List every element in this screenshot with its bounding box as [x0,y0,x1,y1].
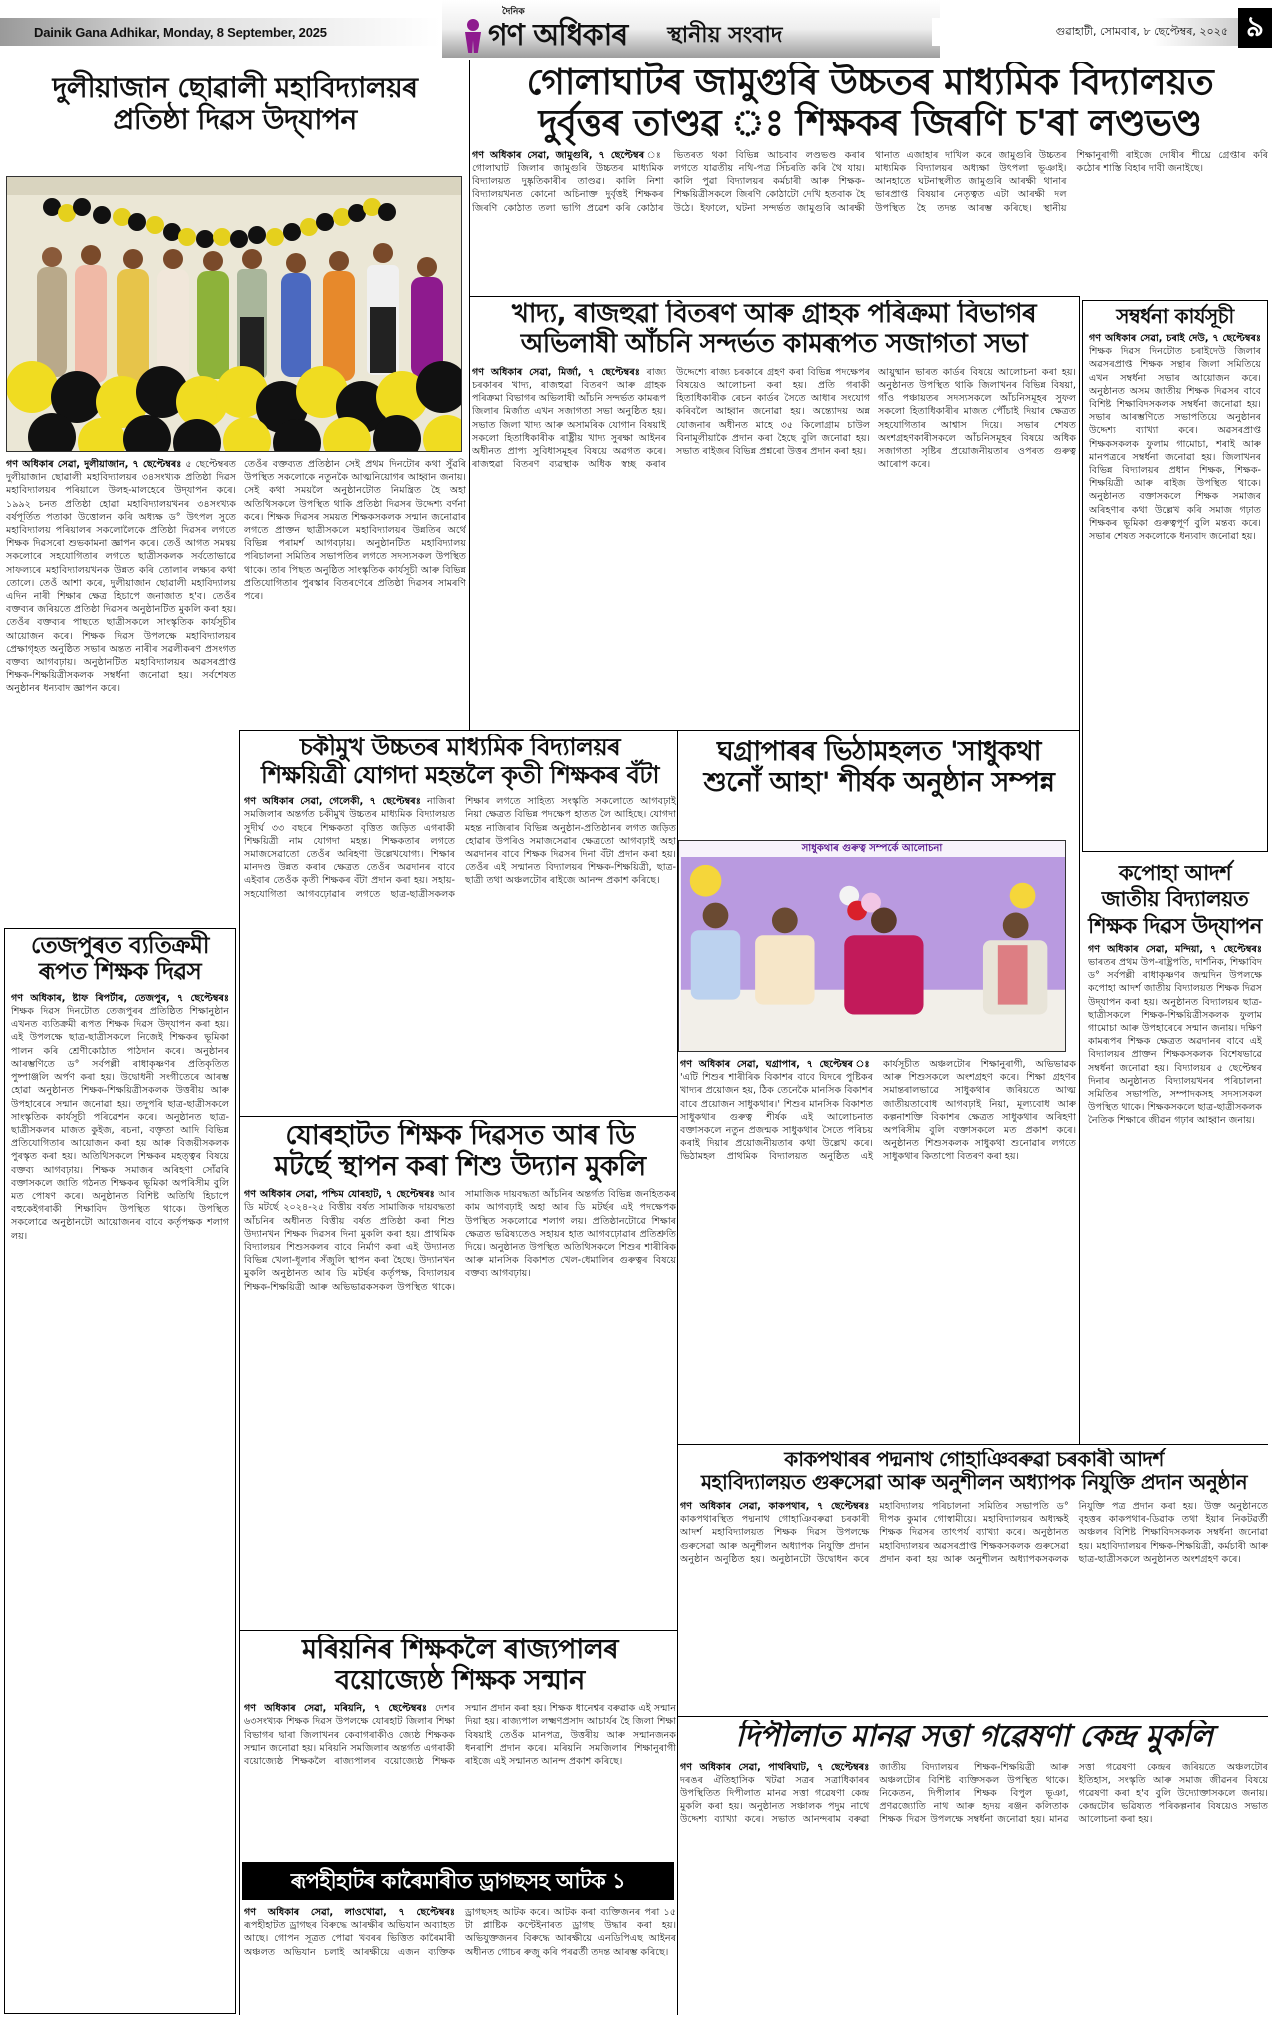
khadya-text-2: আয়ুষ্মান ভাৰত কাৰ্ডৰ বিষয়ে আলোচনা কৰা হয়। অনুষ্ঠানত উপস্থিত থাকি জিলাখনৰ বিভিন্ন বিষয়া, গাঁও পঞ্চায়তৰ সদস্যসকলে আঁচনিসমূহৰ সুফল সকলো হিতাধিকাৰীৰ মাজত পৌঁচাই দিয়াৰ ক্ষেত্ৰত সহযোগিতাৰ আশ্বাস দিয়ে। সভাৰ শেষত অংশগ্ৰহণকাৰীসকলে আঁচনিসমূহৰ বিষয়ে অধিক সজাগতা সৃষ্টিৰ প্ৰয়োজনীয়তাৰ ওপৰত গুৰুত্ব আৰোপ কৰে। [878,366,1076,471]
moriani-headline-line2: বয়োজ্যেষ্ঠ শিক্ষক সন্মান [335,1665,585,1697]
jorhat-headline [242,1120,678,1182]
ghograpar-body [680,1058,1076,1442]
rupohihat-headline: ৰূপহীহাটৰ কাৰৈমাৰীত ড্ৰাগছসহ আটক ১ [242,1862,674,1900]
dateline-text-assamese: গুৱাহাটী, সোমবাৰ, ৮ ছেপ্টেম্বৰ, ২০২৫ [1055,24,1228,38]
sambardhana-headline: সম্বৰ্ধনা কাৰ্যসূচী [1116,304,1234,328]
masthead-assamese-dateline [932,18,1272,46]
column-divider [1079,296,1080,1444]
kapoha-byline: গণ অধিকাৰ সেৱা, মন্দিয়া, ৭ ছেপ্টেম্বৰঃ [1088,943,1262,955]
duliajan-byline: গণ অধিকাৰ সেৱা, দুলীয়াজান, ৭ ছেপ্টেম্বৰঃ [6,459,182,470]
jorhat-text: আৰ ডি মটৰ্ছে ২০২৪-২৫ বিত্তীয় বৰ্ষত সামাজিক দায়বদ্ধতা আঁচনিৰ অধীনত বিত্তীয় বৰ্ষত প্ৰতিষ্ঠা কৰা শিশু উদ্যানখন শিক্ষক দিৱসৰ দিনা মুকলি কৰা হয়। প্ৰাথমিক বিদ্যালয়ৰ শিশুসকলৰ বাবে নিৰ্মাণ কৰা এই উদ্যানত বিভিন্ন খেলা-ধূলাৰ সঁজুলি স্থাপন কৰা হৈছে। উদ্যানখন মুকলি অনুষ্ঠানত আৰ ডি মটৰ্ছৰ কৰ্তৃপক্ষ, বিদ্যালয়ৰ শিক্ষক-শিক্ষয়িত্ৰী আৰু অভিভাৱকসকল উপস্থিত থাকে। সামাজিক দায়বদ্ধতা আঁচনিৰ অন্তৰ্গত বিভিন্ন জনহিতকৰ কাম আগবঢ়াই অহা আৰ ডি মটৰ্ছৰ এই পদক্ষেপক উপস্থিত সকলোৱে শলাগ লয়। প্ৰতিষ্ঠানটোৱে শিক্ষাৰ ক্ষেত্ৰত ভৱিষ্যতেও সহায়ৰ হাত আগবঢ়োৱাৰ প্ৰতিশ্ৰুতি দিয়ে। অনুষ্ঠানত উপস্থিত অতিথিসকলে শিশুৰ শাৰীৰিক আৰু মানসিক বিকাশত খেল-ধেমালিৰ গুৰুত্বৰ বিষয়ে বক্তব্য আগবঢ়ায়। [244,1189,676,1293]
page-number: ৯ [1238,8,1272,48]
moriani-text: দেশৰ ৬৩সংখ্যক শিক্ষক দিৱস উপলক্ষে যোৰহাট জিলাৰ শিক্ষা বিভাগৰ দ্বাৰা জিলাখনৰ কেবাগৰাকীও জ্যেষ্ঠ শিক্ষকক সন্মান জনোৱা হয়। মৰিয়নি সমজিলাৰ অন্তৰ্গত এগৰাকী বয়োজ্যেষ্ঠ শিক্ষকলৈ ৰাজ্যপালৰ বয়োজ্যেষ্ঠ শিক্ষক সন্মান প্ৰদান কৰা হয়। শিক্ষক ধানেশ্বৰ বৰুৱাক এই সন্মান দিয়া হয়। ৰাজ্যপাল লক্ষ্মণপ্ৰসাদ আচাৰ্যৰ হৈ জিলা শিক্ষা বিষয়াই তেওঁক মানপত্ৰ, উত্তৰীয় আৰু সন্মানজনক ধনৰাশি প্ৰদান কৰে। মৰিয়নি সমজিলাৰ শিক্ষানুৰাগী ৰাইজে এই সন্মানত আনন্দ প্ৰকাশ কৰিছে। [244,1703,676,1767]
column-divider [677,730,678,2015]
chakimukh-headline [242,734,678,789]
ghograpar-photo [678,840,1066,1052]
divider [678,1716,1268,1717]
dipila-text: দৰঙৰ ঐতিহাসিক খটৱা সত্ৰৰ সত্ৰাধিকাৰৰ উপস্থিতিত দিপীলাত মানৱ সত্তা গৱেষণা কেন্দ্ৰ মুকলি কৰা হয়। অনুষ্ঠানত সঞ্চালক পদুম নাথে উদ্দেশ্য ব্যাখ্যা কৰে। সভাত আনন্দৰাম বৰুৱা জাতীয় বিদ্যালয়ৰ শিক্ষক-শিক্ষয়িত্ৰী আৰু অঞ্চলটোৰ বিশিষ্ট ব্যক্তিসকল উপস্থিত থাকে। নিকেতন, দিপীলাৰ শিক্ষক বিপুল ভূঞা, প্ৰণৱজ্যোতি নাথ আৰু হৃদয় ৰঞ্জন কলিতাক শিক্ষক দিৱস উপলক্ষে সম্বৰ্ধনা জনোৱা হয়। মানৱ সত্তা গৱেষণা কেন্দ্ৰৰ জৰিয়তে অঞ্চলটোৰ ইতিহাস, সংস্কৃতি আৰু সমাজ জীৱনৰ বিষয়ে গৱেষণা কৰা হ'ব বুলি উদ্যোক্তাসকলে জনায়। কেন্দ্ৰটোৰ ভৱিষ্যত পৰিকল্পনাৰ বিষয়েও সভাত আলোচনা কৰা হয়। [680,1761,1268,1826]
chakimukh-article [242,734,678,1112]
duliajan-text: ৫ ছেপ্টেম্বৰত দুলীয়াজান ছোৱালী মহাবিদ্যালয়ৰ ৩৪সংখ্যক প্ৰতিষ্ঠা দিৱস মহাবিদ্যালয়ৰ পৰিয়ালে উলহ-মালহেৰে উদ্‌যাপন কৰে। ১৯৯২ চনত প্ৰতিষ্ঠা হোৱা মহাবিদ্যালয়খনৰ ৩৪সংখ্যক বৰ্ষপূৰ্তিত পতাকা উত্তোলন কৰি অধ্যক্ষ ড° উৎপল সুতে মহাবিদ্যালয় পৰিয়ালৰ সকলোলৈকে প্ৰতিষ্ঠা দিৱসৰ লগতে শিক্ষক দিৱসৰো শুভকামনা জ্ঞাপন কৰে। তেওঁ আগত সমন্বয় সকলোৰে সহযোগিতাৰ লগতে ছাত্ৰীসকলক সৰ্বতোভাৱে সাফল্যৰে মহাবিদ্যালয়খনক উন্নত কৰি তোলাৰ লক্ষ্যৰ কথা তোলে। তেওঁ আশা কৰে, দুলীয়াজান ছোৱালী মহাবিদ্যালয় এদিন নাৰী শিক্ষাৰ ক্ষেত্ৰ হিচাপে জনাজাত হ'ব। তেওঁৰ বক্তব্যৰ জৰিয়তে প্ৰতিষ্ঠা দিৱসৰ অনুষ্ঠানটিত মুকলি কৰা হয়। তেওঁৰ বক্তব্যৰ পাছতে ছাত্ৰীসকলে সাংস্কৃতিক কাৰ্যসূচীৰ আয়োজন কৰে। শিক্ষক দিৱস উপলক্ষে মহাবিদ্যালয়ৰ প্ৰেক্ষাগৃহত অনুষ্ঠিত সভাৰ অন্তত নাৰীৰ সৱলীকৰণ প্ৰসংগত বক্তব্য আগবঢ়ায়। অনুষ্ঠানটিত মহাবিদ্যালয়ৰ অৱসৰপ্ৰাপ্ত শিক্ষক-শিক্ষয়িত্ৰীসকলক সম্বৰ্ধনা জনোৱা হয়। সৰ্বশেষত অনুষ্ঠানৰ ধন্যবাদ জ্ঞাপন কৰে। [6,459,236,695]
masthead-english-dateline [0,18,440,46]
duliajan-headline-line1: দুলীয়াজান ছোৱালী মহাবিদ্যালয়ৰ [52,71,418,104]
golaghat-body [472,149,1268,294]
logo-name [462,18,627,54]
khadya-body [472,366,870,726]
khadya-headline-line2: অভিলাষী আঁচনি সন্দৰ্ভত কামৰূপত সজাগতা সভা [520,328,1028,359]
duliajan-text-2: তেওঁৰ বক্তব্যত প্ৰতিষ্ঠান সেই প্ৰথম দিনটোৰ কথা সুঁৱৰি উপস্থিত সকলোকে নতুনকৈ আত্মনিয়োগৰ আহ্বান জনায়। সেই কথা সময়লৈ অনুষ্ঠানটোত নিমন্ত্ৰিত হৈ অহা অতিথিসকলে উপস্থিত থাকি প্ৰতিষ্ঠা দিৱসৰ উদ্দেশ্য বৰ্ণনা কৰে। শিক্ষক দিৱসৰ সময়ত শিক্ষকসকলক সন্মান জনোৱাৰ লগতে প্ৰাক্তন ছাত্ৰীসকলে মহাবিদ্যালয়ৰ উন্নতিৰ অৰ্থে বিভিন্ন পৰামৰ্শ আগবঢ়ায়। অনুষ্ঠানটিত মহাবিদ্যালয় পৰিচালনা সমিতিৰ সভাপতিৰ লগতে সদস্যসকল উপস্থিত থাকে। তাৰ পিছত অনুষ্ঠিত সাংস্কৃতিক কাৰ্যসূচী আৰু বিভিন্ন প্ৰতিযোগিতাৰ পুৰস্কাৰ বিতৰণেৰে প্ৰতিষ্ঠা দিৱসৰ সামৰণি পৰে। [244,459,466,603]
kapoha-headline: কপোহা আদৰ্শ জাতীয় বিদ্যালয়ত শিক্ষক দিৱস উদ্‌যাপন [1088,861,1262,938]
chakimukh-headline-line1: চকীমুখ উচ্চতৰ মাধ্যমিক বিদ্যালয়ৰ [299,734,621,761]
sambardhana-byline: গণ অধিকাৰ সেৱা, চৰাই দেউ, ৭ ছেপ্টেম্বৰঃ [1089,333,1261,344]
jorhat-headline-line1: যোৰহাটত শিক্ষক দিৱসত আৰ ডি [285,1120,635,1151]
duliajan-photo-image [7,177,462,452]
moriani-headline-line1: মৰিয়নিৰ শিক্ষকলৈ ৰাজ্যপালৰ [301,1634,619,1665]
khadya-text: ৰাজ্য চৰকাৰৰ খাদ্য, ৰাজহুৱা বিতৰণ আৰু গ্ৰাহক পৰিক্ৰমা বিভাগৰ অভিলাষী আঁচনি সন্দৰ্ভত কামৰূপ জিলাৰ মিৰ্জাত এখন সজাগতা সভা অনুষ্ঠিত হয়। সভাত জিলা খাদ্য আৰু অসামৰিক যোগান বিষয়াই সকলো হিতাধিকাৰীক ৰাষ্ট্ৰীয় খাদ্য সুৰক্ষা আইনৰ অধীনত প্ৰাপ্য সুবিধাসমূহৰ বিষয়ে অৱগত কৰে। ৰাজহুৱা বিতৰণ ব্যৱস্থাক অধিক স্বচ্ছ কৰাৰ উদ্দেশ্যে ৰাজ্য চৰকাৰে গ্ৰহণ কৰা বিভিন্ন পদক্ষেপৰ বিষয়েও আলোচনা কৰা হয়। প্ৰতি গৰাকী হিতাধিকাৰীক ৰেচন কাৰ্ডৰ সৈতে আধাৰ সংযোগ কৰিবলৈ আহ্বান জনোৱা হয়। অন্ত্যোদয় অন্ন যোজনাৰ অধীনত মাহে ৩৫ কিলোগ্ৰাম চাউল বিনামূলীয়াকৈ প্ৰদান কৰা হৈছে বুলি জনোৱা হয়। সভাত ৰাইজৰ বিভিন্ন প্ৰশ্নৰো উত্তৰ প্ৰদান কৰা হয়। [472,366,870,471]
balloon-row-bottom [7,361,462,452]
khadya-body-continued [878,366,1076,726]
kakopathar-text: কাকপথাৰস্থিত পদ্মনাথ গোহাঞিবৰুৱা চৰকাৰী আদৰ্শ মহাবিদ্যালয়ত শিক্ষক দিৱস উপলক্ষে গুৰুসেৱা আৰু অনুশীলন অধ্যাপক নিযুক্তি প্ৰদান অনুষ্ঠান অনুষ্ঠিত হয়। অনুষ্ঠানটো উদ্বোধন কৰে মহাবিদ্যালয় পৰিচালনা সমিতিৰ সভাপতি ড° দীপক কুমাৰ গোস্বামীয়ে। মহাবিদ্যালয়ৰ অধ্যক্ষই শিক্ষক দিৱসৰ তাৎপৰ্য ব্যাখ্যা কৰে। অনুষ্ঠানত মহাবিদ্যালয়ৰ অৱসৰপ্ৰাপ্ত শিক্ষকসকলক গুৰুসেৱা প্ৰদান কৰা হয় আৰু অনুশীলন অধ্যাপকসকলক নিযুক্তি পত্ৰ প্ৰদান কৰা হয়। উক্ত অনুষ্ঠানতে বৃহত্তৰ কাকপথাৰ-ডিৱাক তথা ইয়াৰ নিকটৱৰ্তী অঞ্চলৰ বিশিষ্ট শিক্ষাবিদসকলক সম্বৰ্ধনা জনোৱা হয়। মহাবিদ্যালয়ৰ শিক্ষক-শিক্ষয়িত্ৰী, কৰ্মচাৰী আৰু ছাত্ৰ-ছাত্ৰীসকলে অনুষ্ঠানত অংশগ্ৰহণ কৰে। [680,1501,1268,1565]
ghograpar-text: 'এটি শিশুৰ শাৰীৰিক বিকাশৰ বাবে যিদৰে পুষ্টিকৰ খাদ্যৰ প্ৰয়োজন হয়, ঠিক তেনেকৈ মানসিক বিকাশৰ বাবে প্ৰয়োজন সাধুকথাৰ।' শিশুৰ মানসিক বিকাশত সাধুকথাৰ গুৰুত্ব শীৰ্ষক এই আলোচনাত বক্তাসকলে নতুন প্ৰজন্মক সাধুকথাৰ সৈতে পৰিচয় কৰাই দিয়াৰ প্ৰয়োজনীয়তাৰ কথা উল্লেখ কৰে। ভিঠামহল প্ৰাথমিক বিদ্যালয়ত অনুষ্ঠিত এই কাৰ্যসূচীত অঞ্চলটোৰ শিক্ষানুৰাগী, অভিভাৱক আৰু শিশুসকলে অংশগ্ৰহণ কৰে। শিক্ষা গ্ৰহণৰ সমান্তৰালভাৱে সাধুকথাৰ জৰিয়তে আত্ম জাতীয়তাবোধ আগবঢ়াই নিয়া, মূল্যবোধ আৰু কল্পনাশক্তি বিকাশৰ ক্ষেত্ৰত সাধুকথাৰ অৰিহণা অপৰিসীম বুলি বক্তাসকলে মত প্ৰকাশ কৰে। অনুষ্ঠানত শিশুসকলক সাধুকথা শুনোৱাৰ লগতে সাধুকথাৰ কিতাপো বিতৰণ কৰা হয়। [680,1059,1076,1163]
moriani-body [242,1702,678,1858]
kakopathar-byline: গণ অধিকাৰ সেৱা, কাকপথাৰ, ৭ ছেপ্টেম্বৰঃ [680,1501,870,1512]
golaghat-text: গোলাঘাট জিলাৰ জামুগুৰি উচ্চতৰ মাধ্যমিক বিদ্যালয়ত দুষ্কৃতিকাৰীৰ তাণ্ডৱ। কালি নিশা বিদ্যালয়খনত কোনো অচিনাক্ত দুৰ্বৃত্তই শিক্ষকৰ জিৰণি কোঠাত তলা ভাগি প্ৰৱেশ কৰি কোঠাৰ ভিতৰত থকা বিভিন্ন আচবাব লণ্ডভণ্ড কৰাৰ লগতে যাৱতীয় নথি-পত্ৰ সিঁচৰতি কৰি থৈ যায়। কালি পুৱা বিদ্যালয়ৰ কৰ্মচাৰী আৰু শিক্ষক-শিক্ষয়িত্ৰীসকলে জিৰণি কোঠাটো দেখি হতবাক হৈ উঠে। ইফালে, ঘটনা সন্দৰ্ভত জামুগুৰি আৰক্ষী থানাত এজাহাৰ দাখিল কৰে জামুগুৰি উচ্চতৰ মাধ্যমিক বিদ্যালয়ৰ অধ্যক্ষা উৎপলা ভূঞাই। আনহাতে ঘটনাস্থলীত জামুগুৰি আৰক্ষী থানাৰ ভাৰপ্ৰাপ্ত বিষয়াৰ নেতৃত্বত এটা আৰক্ষী দল উপস্থিত হৈ তদন্ত আৰম্ভ কৰিছে। স্থানীয় শিক্ষানুৰাগী ৰাইজে দোষীৰ শীঘ্ৰে গ্ৰেপ্তাৰ কৰি কঠোৰ শাস্তি বিহাৰ দাবী জনাইছে। [472,149,1268,214]
golaghat-byline: গণ অধিকাৰ সেৱা, জামুগুৰি, ৭ ছেপ্টেম্বৰ [472,149,645,161]
ghograpar-headline-line2: শুনোঁ আহা' শীৰ্ষক অনুষ্ঠান সম্পন্ন [703,767,1055,799]
moriani-article [242,1634,678,1858]
column-divider [239,730,240,2015]
chakimukh-body [242,795,678,1112]
dipila-body [680,1761,1268,2015]
tezpur-article-box [4,928,236,2014]
divider [240,730,1080,731]
logo-prefix: দৈনিক [502,7,525,17]
kapoha-text: ভাৰতৰ প্ৰথম উপ-ৰাষ্ট্ৰপতি, দাৰ্শনিক, শিক্ষাবিদ ড° সৰ্বপল্লী ৰাধাকৃষ্ণণৰ জন্মদিন উপলক্ষে কপোহা আদৰ্শ জাতীয় বিদ্যালয়ত শিক্ষক দিৱস উদ্‌যাপন কৰা হয়। অনুষ্ঠানত বিদ্যালয়ৰ ছাত্ৰ-ছাত্ৰীসকলে শিক্ষক-শিক্ষয়িত্ৰীসকলক ফুলাম গামোচা আৰু উপহাৰেৰে সন্মান জনায়। দক্ষিণ কামৰূপৰ শিক্ষক ক্ষেত্ৰত অৱদানৰ বাবে এই বিদ্যালয়ৰ প্ৰাক্তন শিক্ষকসকলক বিশেষভাৱে সম্বৰ্ধনা জনোৱা হয়। বিদ্যালয়ৰ ৫ ছেপ্টেম্বৰ দিনাৰ অনুষ্ঠানত বিদ্যালয়খনৰ পৰিচালনা সমিতিৰ সভাপতি, সম্পাদকসহ সদস্যসকল উপস্থিত থাকে। শিক্ষকসকলে ছাত্ৰ-ছাত্ৰীসকলক নৈতিক শিক্ষাৰে জীৱন গঢ়াৰ আহ্বান জনায়। [1088,956,1262,1127]
chakimukh-text: নাজিৰা সমজিলাৰ অন্তৰ্গত চকীমুখ উচ্চতৰ মাধ্যমিক বিদ্যালয়ত সুদীৰ্ঘ ৩৩ বছৰে শিক্ষকতা বৃত্তিত জড়িত এগৰাকী শিক্ষয়িত্ৰী নাম যোগদা মহন্ত। শিক্ষকতাৰ লগতে সমাজসেৱাতো তেওঁৰ অৰিহণা উল্লেখযোগ্য। শিক্ষাৰ মানদণ্ড উন্নত কৰাৰ ক্ষেত্ৰত তেওঁৰ অৱদানৰ বাবে এইবাৰ তেওঁক কৃতী শিক্ষকৰ বঁটা প্ৰদান কৰা হয়। সহায়-সহযোগিতা আগবঢ়োৱাৰ লগতে ছাত্ৰ-ছাত্ৰীসকলক শিক্ষাৰ লগতে সাহিত্য সংস্কৃতি সকলোতে আগবঢ়াই নিয়া ক্ষেত্ৰত বিভিন্ন পদক্ষেপ হাতত লৈ আহিছে। যোগদা মহন্ত নাজিৰাৰ বিভিন্ন অনুষ্ঠান-প্ৰতিষ্ঠানৰ লগত জড়িত হোৱাৰ উপৰিও সমাজসেৱাৰ ক্ষেত্ৰতো আগবঢ়াই অহা অৱদানৰ বাবে শিক্ষক দিৱসৰ দিনা বঁটা প্ৰদান কৰা হয়। তেওঁৰ এই সন্মানত বিদ্যালয়ৰ শিক্ষক-শিক্ষয়িত্ৰী, ছাত্ৰ-ছাত্ৰী তথা অঞ্চলটোৰ ৰাইজে আনন্দ প্ৰকাশ কৰিছে। [244,796,676,900]
jorhat-article [242,1120,678,1626]
tezpur-headline: তেজপুৰত ব্যতিক্ৰমী ৰূপত শিক্ষক দিৱস [31,933,209,986]
divider [678,1444,1268,1445]
column-divider [469,60,470,730]
rupohihat-byline: গণ অধিকাৰ সেৱা, লাওখোৱা, ৭ ছেপ্টেম্বৰঃ [244,1907,455,1918]
divider [470,296,1080,297]
divider [240,1116,677,1117]
dipila-byline: গণ অধিকাৰ সেৱা, পাথৰিঘাট, ৭ ছেপ্টেম্বৰঃ [680,1761,870,1773]
kakopathar-headline-line2: মহাবিদ্যালয়ত গুৰুসেৱা আৰু অনুশীলন অধ্যাপক নিযুক্তি প্ৰদান অনুষ্ঠান [700,1470,1248,1494]
tezpur-text: শিক্ষক দিৱস দিনটোত তেজপুৰৰ প্ৰতিষ্ঠিত শিক্ষানুষ্ঠান এখনত ব্যতিক্ৰমী ৰূপত শিক্ষক দিৱস উদ্‌যাপন কৰা হয়। এই উপলক্ষে ছাত্ৰ-ছাত্ৰীসকলে নিজেই শিক্ষকৰ ভূমিকা পালন কৰি শ্ৰেণীকোঠাত পাঠদান কৰে। অনুষ্ঠানৰ আৰম্ভণিতে ড° সৰ্বপল্লী ৰাধাকৃষ্ণণৰ প্ৰতিকৃতিত পুষ্পাঞ্জলি অৰ্পণ কৰা হয়। উদ্বোধনী সংগীতেৰে আৰম্ভ হোৱা অনুষ্ঠানত শিক্ষক-শিক্ষয়িত্ৰীসকলক উত্তৰীয় আৰু উপহাৰেৰে সন্মান জনোৱা হয়। তদুপৰি ছাত্ৰ-ছাত্ৰীসকলে সাংস্কৃতিক কাৰ্যসূচী পৰিৱেশন কৰে। অনুষ্ঠানত ছাত্ৰ-ছাত্ৰীসকলৰ মাজত কুইজ, ৰচনা, বক্তৃতা আদি বিভিন্ন প্ৰতিযোগিতাৰ আয়োজন কৰা হয় আৰু বিজয়ীসকলক পুৰস্কৃত কৰা হয়। অতিথিসকলে শিক্ষকৰ মহত্ত্বৰ বিষয়ে বক্তব্য আগবঢ়ায়। শিক্ষক সমাজৰ অৰিহণা সোঁৱৰি বক্তাসকলে জাতি গঠনত শিক্ষকৰ ভূমিকা অপৰিসীম বুলি মত পোষণ কৰে। অনুষ্ঠানত বিশিষ্ট অতিথি হিচাপে বহুকেইগৰাকী শিক্ষাবিদ উপস্থিত থাকে। উপস্থিত সকলোৱে অনুষ্ঠানটো আয়োজনৰ বাবে কৰ্তৃপক্ষক শলাগ লয়। [11,1006,229,1242]
ghograpar-byline: গণ অধিকাৰ সেৱা, ঘগ্ৰাপাৰ, ৭ ছেপ্টেম্বৰ ঃ [680,1059,873,1070]
kapoha-article [1082,858,1268,1438]
khadya-byline: গণ অধিকাৰ সেৱা, মিৰ্জা, ৭ ছেপ্টেম্বৰঃ [472,366,640,378]
photo-banner-text: সাধুকথাৰ গুৰুত্ব সম্পৰ্কে আলোচনা [679,841,1065,857]
ghograpar-photo-image [679,857,1066,1051]
divider [240,1630,677,1631]
ghograpar-headline-line1: ঘগ্ৰাপাৰৰ ভিঠামহলত 'সাধুকথা [716,736,1042,767]
people-figure-icon [462,19,484,53]
chakimukh-headline-line2: শিক্ষয়িত্ৰী যোগদা মহন্তলৈ কৃতী শিক্ষকৰ বঁটা [261,760,659,789]
tezpur-byline: গণ অধিকাৰ, ষ্টাফ ৰিপৰ্টাৰ, তেজপুৰ, ৭ ছেপ্টেম্বৰঃ [11,992,229,1004]
dipila-headline: দিপীলাত মানৱ সত্তা গৱেষণা কেন্দ্ৰ মুকলি [735,1720,1213,1754]
khadya-article [472,300,1076,726]
duliajan-photo [6,176,462,452]
kakopathar-body [680,1500,1268,1714]
kakopathar-headline [680,1448,1268,1494]
duliajan-body [6,458,236,922]
ghograpar-headline [680,736,1078,798]
jorhat-body [242,1188,678,1626]
chakimukh-byline: গণ অধিকাৰ সেৱা, গেলেকী, ৭ ছেপ্টেম্বৰঃ [244,796,421,808]
dateline-text: Dainik Gana Adhikar, Monday, 8 September, 2025 [34,24,327,40]
sambardhana-article-box [1082,300,1268,852]
sambardhana-text: শিক্ষক দিৱস দিনটোত চৰাইদেউ জিলাৰ অৱসৰপ্ৰাপ্ত শিক্ষক সন্থাৰ জিলা সমিতিয়ে এখন সম্বৰ্ধনা সভাৰ আয়োজন কৰে। অনুষ্ঠানত অসম জাতীয় শিক্ষক দিৱসৰ বাবে বিশিষ্ট শিক্ষাবিদসকলক সম্বৰ্ধনা জনোৱা হয়। সভাৰ আৰম্ভণিতে সভাপতিয়ে অনুষ্ঠানৰ উদ্দেশ্য ব্যাখ্যা কৰে। অৱসৰপ্ৰাপ্ত শিক্ষকসকলক ফুলাম গামোচা, শৰাই আৰু মানপত্ৰৰে সম্বৰ্ধনা জনোৱা হয়। জিলাখনৰ বিভিন্ন বিদ্যালয়ৰ প্ৰধান শিক্ষক, শিক্ষক-শিক্ষয়িত্ৰী আৰু ৰাইজ উপস্থিত থাকে। অনুষ্ঠানত বক্তাসকলে শিক্ষক সমাজৰ অৰিহণাৰ কথা উল্লেখ কৰি সমাজ গঢ়াত শিক্ষকৰ ভূমিকা গুৰুত্বপূৰ্ণ বুলি মন্তব্য কৰে। সভাৰ শেষত সকলোকে ধন্যবাদ জনোৱা হয়। [1089,346,1261,543]
jorhat-byline: গণ অধিকাৰ সেৱা, পশ্চিম যোৰহাট, ৭ ছেপ্টেম্বৰঃ [244,1189,435,1201]
kakopathar-headline-line1: কাকপথাৰৰ পদ্মনাথ গোহাঞিবৰুৱা চৰকাৰী আদৰ্শ [784,1448,1164,1471]
dipila-article [680,1720,1268,2014]
logo-block [462,7,627,54]
logo-text: গণ অধিকাৰ [488,18,628,53]
section-title: স্থানীয় সংবাদ [667,23,783,48]
moriani-byline: গণ অধিকাৰ সেৱা, মৰিয়নি, ৭ ছেপ্টেম্বৰঃ [244,1703,427,1715]
masthead-logo [442,0,940,58]
rupohihat-text: ৰূপহীহাটত ড্ৰাগছৰ বিৰুদ্ধে আৰক্ষীৰ অভিযান অব্যাহত আছে। গোপন সূত্ৰত পোৱা খবৰৰ ভিত্তিত কাৰৈমাৰী অঞ্চলত অভিযান চলাই আৰক্ষীয়ে এজন ব্যক্তিক ড্ৰাগছসহ আটক কৰে। আটক কৰা ব্যক্তিজনৰ পৰা ১৫ টা প্লাষ্টিক কণ্টেইনাৰত ড্ৰাগছ উদ্ধাৰ কৰা হয়। অভিযুক্তজনৰ বিৰুদ্ধে আৰক্ষীয়ে এনডিপিএছ আইনৰ অধীনত গোচৰ ৰুজু কৰি পৰৱৰ্তী তদন্ত আৰম্ভ কৰিছে। [244,1907,676,1958]
duliajan-headline [4,72,466,136]
golaghat-headline-line2: দুৰ্বৃত্তৰ তাণ্ডৱ ঃ শিক্ষকৰ জিৰণি চ'ৰা লণ্ডভণ্ড [538,103,1202,145]
jorhat-headline-line2: মটৰ্ছে স্থাপন কৰা শিশু উদ্যান মুকলি [274,1151,646,1183]
duliajan-body-continued [244,458,466,724]
golaghat-headline-line1: গোলাঘাটৰ জামুগুৰি উচ্চতৰ মাধ্যমিক বিদ্যালয়ত [526,62,1214,103]
golaghat-article [472,62,1268,294]
rupohihat-body [244,1906,676,2014]
kakopathar-article [680,1448,1268,1714]
moriani-headline [242,1634,678,1696]
golaghat-headline [472,62,1268,145]
duliajan-headline-line2: প্ৰতিষ্ঠা দিৱস উদ্‌যাপন [113,103,357,137]
khadya-headline-line1: খাদ্য, ৰাজহুৱা বিতৰণ আৰু গ্ৰাহক পৰিক্ৰমা বিভাগৰ [511,300,1037,329]
khadya-headline [472,300,1076,360]
